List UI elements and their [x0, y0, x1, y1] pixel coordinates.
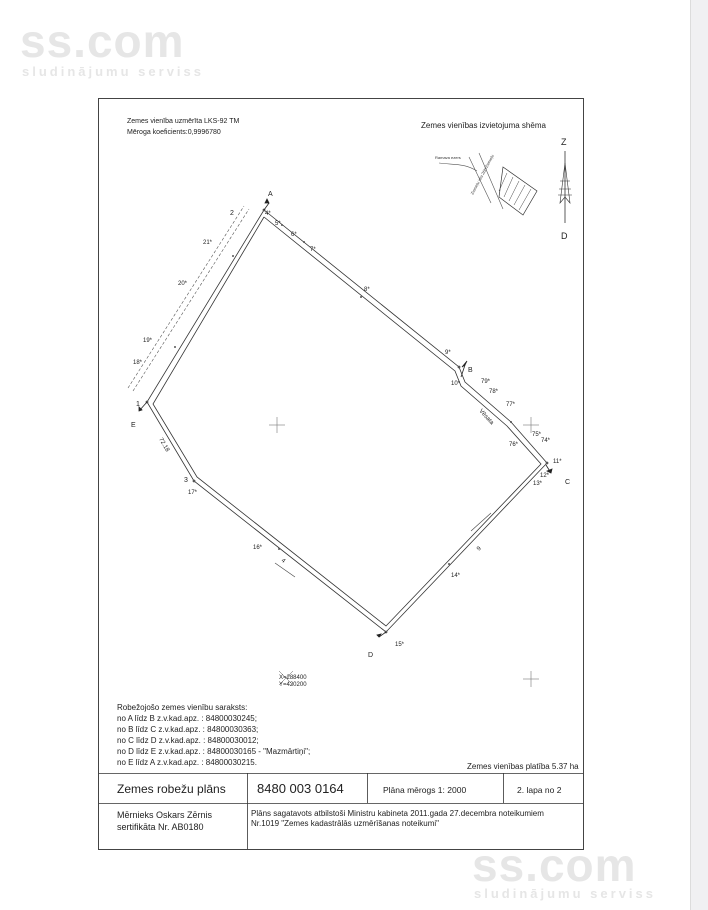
point-A-label: A: [268, 191, 273, 198]
segment-4-label: 4: [279, 557, 287, 565]
surveyor-name: Mērnieks Oskars Zērnis: [117, 810, 213, 820]
cadastre-number: 8480 003 0164: [257, 781, 344, 796]
point-14-label: 14*: [451, 573, 461, 579]
point-18-label: 18*: [133, 360, 143, 366]
neighbor-item: no D līdz E z.v.kad.apz. : 84800030165 - "Mazmārtiņi";: [117, 747, 311, 756]
measured-in-text: Zemes vienība uzmērīta LKS-92 TM: [127, 118, 240, 125]
surveyor-certificate: sertifikāta Nr. AB0180: [117, 822, 204, 832]
parcel-area-text: Zemes vienības platība 5.37 ha: [467, 762, 579, 771]
neighbor-item: no B līdz C z.v.kad.apz. : 84800030363;: [117, 725, 259, 734]
point-D-label: D: [368, 652, 374, 659]
plan-title: Zemes robežu plāns: [117, 782, 226, 796]
scheme-label-street: Ziemeļu iela 26b/Ziemeļu: [469, 153, 495, 196]
page-edge: [690, 0, 708, 910]
neighbor-item: no A līdz B z.v.kad.apz. : 84800030245;: [117, 714, 257, 723]
dimension-1-3-label: 72.18: [157, 437, 170, 454]
point-11-label: 11*: [553, 459, 562, 465]
point-7-label: 7*: [310, 247, 316, 253]
point-1-label: 1: [136, 401, 140, 408]
point-76-label: 76*: [509, 442, 519, 448]
point-75-label: 75*: [532, 432, 542, 438]
point-17-label: 17*: [188, 490, 198, 496]
point-74-label: 74*: [541, 438, 551, 444]
point-B-label: B: [468, 367, 473, 374]
road-name-label: Vēsata: [477, 408, 495, 427]
parcel-plan: [99, 99, 583, 699]
scale-coefficient-text: Mēroga koeficients:0,9996780: [127, 129, 221, 136]
point-8-label: 8*: [364, 287, 370, 293]
point-9-label: 9*: [445, 350, 451, 356]
neighbor-item: no C līdz D z.v.kad.apz. : 84800030012;: [117, 736, 259, 745]
point-77-label: 77*: [506, 402, 516, 408]
point-10-label: 10*: [451, 381, 461, 387]
point-20-label: 20*: [178, 281, 188, 287]
watermark-tagline-top: sludinājumu serviss: [22, 64, 204, 79]
point-E-label: E: [131, 422, 136, 429]
neighbors-list: [117, 702, 310, 768]
point-6-label: 6*: [291, 232, 297, 238]
point-3-label: 3: [184, 477, 188, 484]
point-2-label: 2: [230, 210, 234, 217]
plan-scale: Plāna mērogs 1: 2000: [383, 785, 467, 795]
watermark-tagline-bottom: sludinājumu serviss: [474, 886, 656, 901]
point-12-label: 12*: [540, 473, 550, 479]
survey-sheet: [98, 98, 584, 850]
point-16-label: 16*: [253, 545, 263, 551]
point-78-label: 78*: [489, 389, 499, 395]
point-13-label: 13*: [533, 481, 543, 487]
scheme-label-lake: Ramava ezers: [435, 155, 461, 160]
regulation-line-1: Plāns sagatavots atbilstoši Ministru kabineta 2011.gada 27.decembra noteikumiem: [251, 809, 544, 818]
neighbor-item: no E līdz A z.v.kad.apz. : 84800030215.: [117, 758, 257, 767]
neighbors-title: Robežojošo zemes vienību saraksts:: [117, 703, 248, 712]
point-C-label: C: [565, 479, 571, 486]
compass-south-label: D: [561, 231, 568, 241]
watermark-logo-bottom: ss.com: [472, 839, 637, 891]
coord-y-label: Y=420200: [279, 682, 307, 688]
location-scheme-title: Zemes vienības izvietojuma shēma: [421, 121, 546, 130]
point-5-label: 5*: [275, 221, 281, 227]
regulation-line-2: Nr.1019 "Zemes kadastrālās uzmērīšanas noteikumi": [251, 819, 439, 828]
point-21-label: 21*: [203, 240, 213, 246]
segment-9-label: 9: [476, 545, 483, 553]
watermark-logo-top: ss.com: [20, 15, 185, 67]
compass-north-label: Z: [561, 137, 567, 147]
point-79-label: 79*: [481, 379, 491, 385]
point-4-label: 4*: [265, 211, 271, 217]
sheet-number: 2. lapa no 2: [517, 785, 562, 795]
coord-x-label: X=288400: [279, 675, 307, 681]
point-19-label: 19*: [143, 338, 153, 344]
point-15-label: 15*: [395, 642, 405, 648]
